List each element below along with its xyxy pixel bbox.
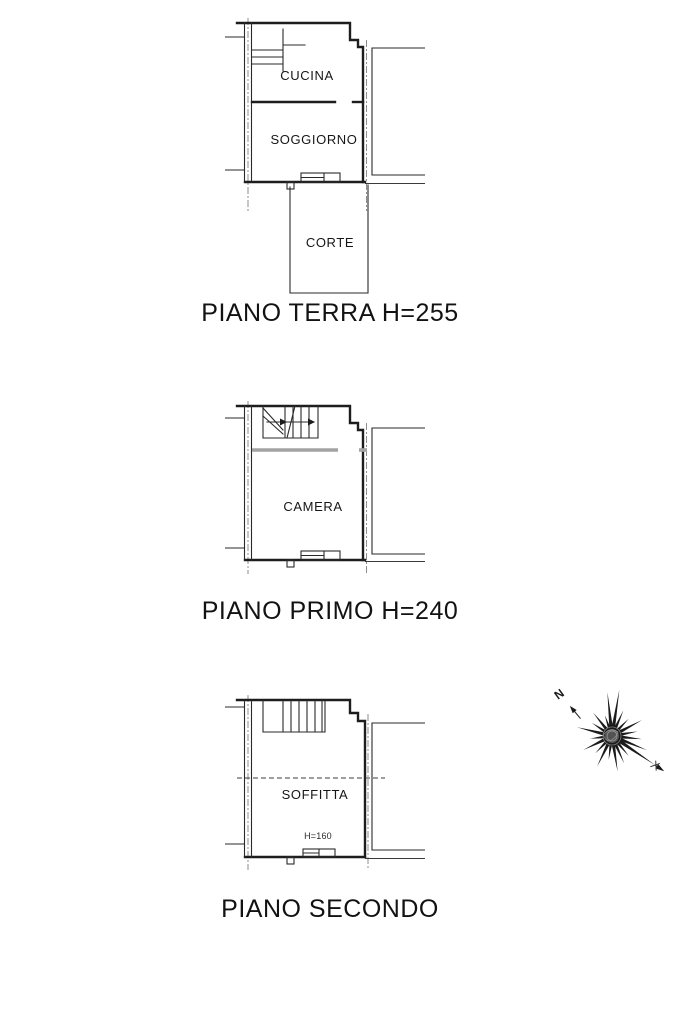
- boundary-line: [248, 695, 368, 870]
- floor-plan-piano-secondo: [225, 692, 425, 875]
- staircase: [263, 406, 318, 438]
- height-note-label: H=160: [304, 831, 332, 841]
- room-label-cucina: CUCINA: [280, 68, 334, 83]
- room-label-soggiorno: SOGGIORNO: [270, 132, 358, 147]
- floor-plan-piano-primo: [225, 398, 425, 580]
- north-arrow-icon: [568, 704, 582, 720]
- staircase: [263, 700, 325, 732]
- compass-star: [577, 689, 667, 774]
- floor-caption-piano-terra: PIANO TERRA H=255: [201, 299, 459, 327]
- floor-caption-piano-primo: PIANO PRIMO H=240: [201, 597, 459, 625]
- compass-rose-icon: [548, 678, 673, 788]
- north-label: N: [551, 686, 567, 703]
- room-label-soffitta: SOFFITTA: [281, 787, 349, 802]
- boundary-line: [248, 401, 367, 574]
- unit-walls: [237, 406, 425, 562]
- window: [301, 551, 340, 560]
- window: [303, 849, 335, 857]
- neighbor-walls: [225, 37, 425, 175]
- southeast-arrow: [650, 760, 666, 774]
- unit-walls: [237, 23, 425, 184]
- room-label-camera: CAMERA: [283, 499, 343, 514]
- compass-center: [603, 727, 621, 745]
- staircase: [252, 29, 305, 71]
- floor-caption-piano-secondo: PIANO SECONDO: [221, 895, 439, 923]
- window: [301, 173, 340, 182]
- room-label-corte: CORTE: [305, 235, 355, 250]
- neighbor-walls: [225, 418, 425, 554]
- floor-plan-piano-terra: [225, 15, 425, 305]
